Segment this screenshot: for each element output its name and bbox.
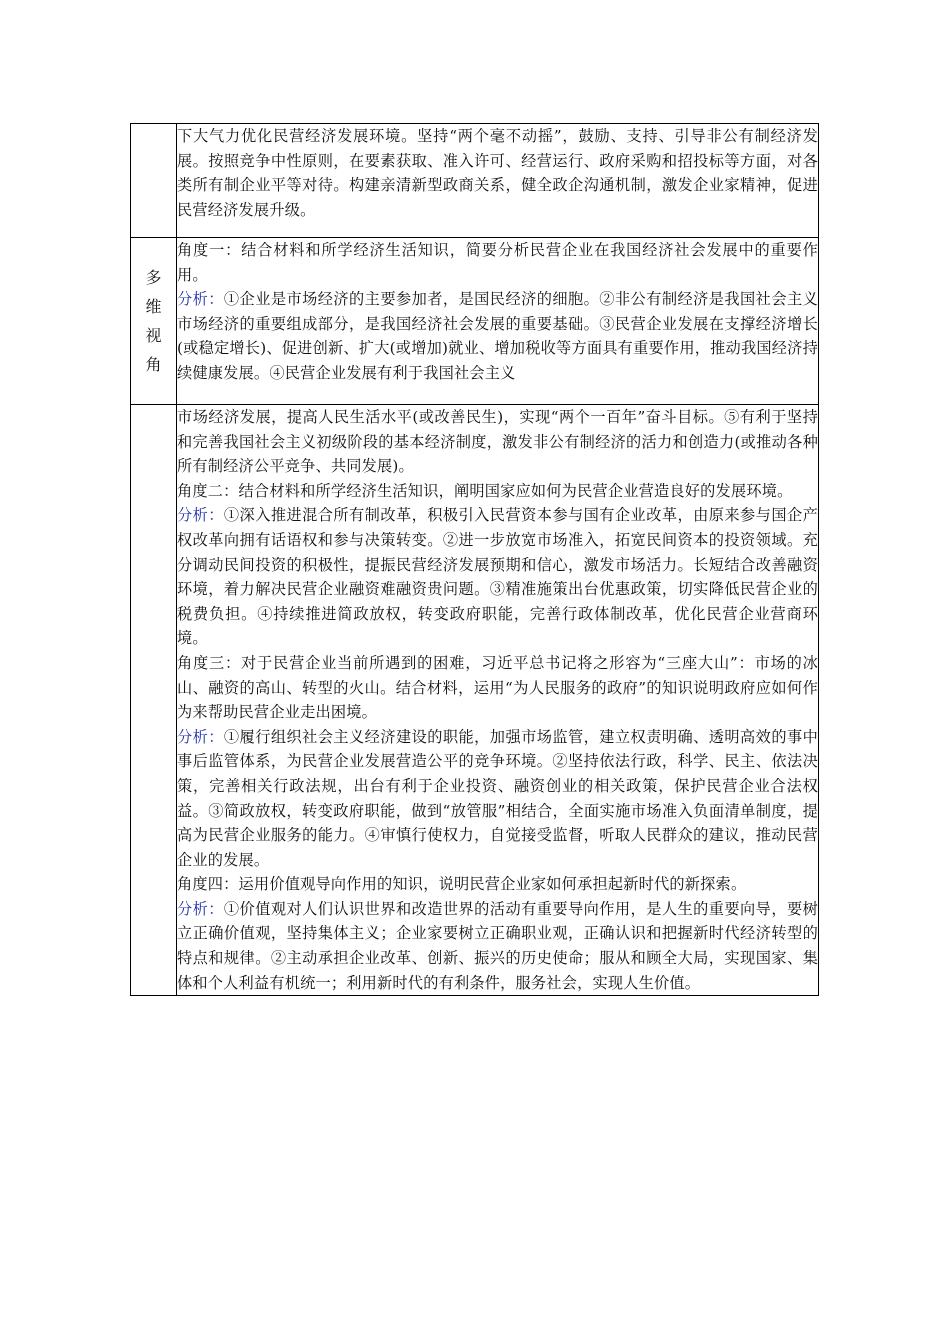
row-label-cell (131, 124, 177, 238)
paragraph-text: ①深入推进混合所有制改革，积极引入民营资本参与国有企业改革，由原来参与国企产权改革向拥有话语权和参与决策转变。②进一步放宽市场准入，拓宽民间资本的投资领域。充分调动民间投资的积极性，提振民营经济发展预期和信心，激发市场活力。长短结合改善融资环境，着力解决民营企业融资难融资贵问题。③精准施策出台优惠政策，切实降低民营企业的税费负担。④持续推进简政放权，转变政府职能，完善行政体制改革，优化民营企业营商环境。 (177, 506, 818, 648)
paragraph (177, 872, 818, 897)
paragraph (177, 124, 818, 222)
analysis-prefix: 分析： (177, 899, 224, 918)
paragraph (177, 725, 818, 873)
label-char: 视 (145, 326, 162, 345)
table-row (131, 124, 819, 238)
paragraph-text: 角度三：对于民营企业当前所遇到的困难，习近平总书记将之形容为“三座大山”：市场的冰山、融资的高山、转型的火山。结合材料，运用“为人民服务的政府”的知识说明政府应如何作为来帮助民营企业走出困境。 (177, 653, 818, 722)
paragraph (177, 287, 818, 385)
paragraph-text: ①履行组织社会主义经济建设的职能，加强市场监管，建立权责明确、透明高效的事中事后监管体系，为民营企业发展营造公平的竞争环境。②坚持依法行政，科学、民主、依法决策，完善相关行政法规，出台有利于企业投资、融资创业的相关政策，保护民营企业合法权益。③简政放权，转变政府职能，做到“放管服”相结合，全面实施市场准入负面清单制度，提高为民营企业服务的能力。④审慎行使权力，自觉接受监督，听取人民群众的建议，推动民营企业的发展。 (177, 727, 818, 869)
paragraph (177, 238, 818, 287)
paragraph-text: 下大气力优化民营经济发展环境。坚持“两个毫不动摇”，鼓励、支持、引导非公有制经济发展。按照竞争中性原则，在要素获取、准入许可、经营运行、政府采购和招投标等方面，对各类所有制企业平等对待。构建亲清新型政商关系，健全政企沟通机制，激发企业家精神，促进民营经济发展升级。 (177, 127, 818, 219)
paragraph-text: ①价值观对人们认识世界和改造世界的活动有重要导向作用，是人生的重要向导，要树立正确价值观，坚持集体主义；企业家要树立正确职业观，正确认识和把握新时代经济转型的特点和规律。②主动承担企业改革、创新、振兴的历史使命；服从和顾全大局，实现国家、集体和个人利益有机统一；利用新时代的有利条件，服务社会，实现人生价值。 (177, 899, 818, 992)
label-char: 维 (145, 297, 162, 316)
analysis-prefix: 分析： (177, 290, 224, 309)
paragraph (177, 479, 818, 504)
paragraph-text: 角度一：结合材料和所学经济生活知识，简要分析民营企业在我国经济社会发展中的重要作用。 (177, 241, 818, 284)
row-content-cell (177, 238, 819, 405)
paragraph-text: ①企业是市场经济的主要参加者，是国民经济的细胞。②非公有制经济是我国社会主义市场经济的重要组成部分，是我国经济社会发展的重要基础。③民营企业发展在支撑经济增长(或稳定增长)、促进创新、扩大(或增加)就业、增加税收等方面具有重要作用，推动我国经济持续健康发展。④民营企业发展有利于我国社会主义 (177, 290, 818, 382)
row-content-cell (177, 405, 819, 996)
analysis-prefix: 分析： (177, 727, 224, 746)
paragraph-text: 角度四：运用价值观导向作用的知识，说明民营企业家如何承担起新时代的新探索。 (177, 875, 747, 894)
paragraph (177, 503, 818, 651)
label-char: 多 (145, 268, 162, 287)
paragraph-text: 市场经济发展，提高人民生活水平(或改善民生)，实现“两个一百年”奋斗目标。⑤有利于坚持和完善我国社会主义初级阶段的基本经济制度，激发非公有制经济的活力和创造力(或推动各种所有制经济公平竞争、共同发展)。 (177, 408, 818, 476)
table-row (131, 405, 819, 996)
label-char: 角 (145, 355, 162, 374)
row-label-cell (131, 405, 177, 996)
paragraph (177, 651, 818, 725)
row-label-cell (131, 238, 177, 405)
analysis-table (130, 123, 819, 996)
table-row (131, 238, 819, 405)
analysis-prefix: 分析： (177, 506, 224, 525)
paragraph-text: 角度二：结合材料和所学经济生活知识，阐明国家应如何为民营企业营造良好的发展环境。 (177, 481, 793, 500)
paragraph (177, 405, 818, 479)
row-content-cell (177, 124, 819, 238)
vertical-label (131, 263, 176, 379)
paragraph (177, 897, 818, 995)
